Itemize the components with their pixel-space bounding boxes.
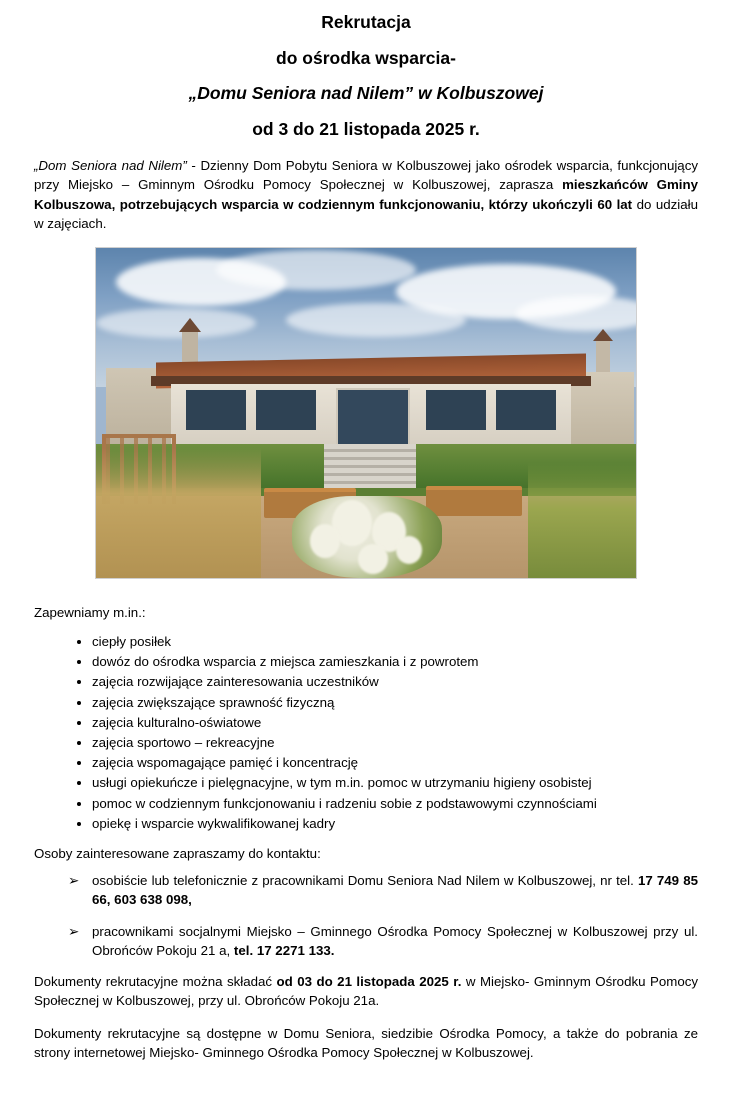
assure-lead: Zapewniamy m.in.: [34,605,146,621]
ornamental-grass-left [96,448,261,578]
intro-paragraph [34,156,698,233]
facade-window [426,390,486,430]
contact-item [68,871,699,910]
facade-window [186,390,246,430]
hydrangea-bloom [358,544,388,574]
intro-italic-name: „Dom Seniora nad Nilem” [34,158,187,173]
hydrangea-bloom [396,536,422,564]
list-item: • ciepły posiłek [92,632,698,652]
facade-window [256,390,316,430]
cloud-shape [216,250,416,290]
park-bench [426,486,522,516]
ornamental-grass-right [528,463,636,578]
para1-after: w Miejsko- Gminnym Ośrodku Pomocy Społecznej w Kolbuszowej, przy ul. Obrońców Pokoju 21a. [34,974,699,1009]
para1-before: Dokumenty rekrutacyjne można składać [34,974,277,990]
contact-item [68,922,698,961]
contact-phone: 17 749 85 66, 603 638 098, [92,873,699,908]
contact-phone: tel. 17 2271 133. [233,942,335,958]
intro-part2: do udziału w zajęciach. [34,196,698,231]
list-item: • dowóz do ośrodka wsparcia z miejsca zamieszkania i z powrotem [92,652,698,672]
hydrangea-bloom [310,524,340,558]
contact-lead: Osoby zainteresowane zapraszamy do kontaktu: [34,846,321,862]
para2-text: Dokumenty rekrutacyjne są dostępne w Domu Seniora, siedzibie Ośrodka Pomocy, a także do pobrania ze strony internetowej Miejsko- Gminnego Ośrodka Pomocy Społecznej w Kolbuszowej. [34,1025,698,1061]
cloud-shape [96,308,256,338]
contact-list [34,871,698,960]
facade-window [496,390,556,430]
list-item: • zajęcia sportowo – rekreacyjne [92,733,698,753]
list-item: • zajęcia rozwijające zainteresowania uczestników [92,672,698,692]
building-photo [95,247,637,579]
title-line-2: do ośrodka wsparcia- [276,47,456,68]
documents-paragraph-1 [34,972,698,1011]
photo-container [34,247,698,579]
list-item: • pomoc w codziennym funkcjonowaniu i radzeniu sobie z podstawowymi czynnościami [92,794,698,814]
cloud-shape [286,303,466,337]
title-line-3: „Domu Seniora nad Nilem” w Kolbuszowej [188,83,544,103]
list-item: • zajęcia zwiększające sprawność fizyczną [92,693,698,713]
arrow-bullet-icon: ➢ [68,873,80,889]
list-item: • usługi opiekuńcze i pielęgnacyjne, w tym m.in. pomoc w utrzymaniu higieny osobistej [92,773,698,793]
offer-list [34,632,698,834]
contact-text: osobiście lub telefonicznie z pracownikami Domu Seniora Nad Nilem w Kolbuszowej, nr tel. [92,873,638,889]
list-item: • zajęcia kulturalno-oświatowe [92,713,698,733]
para1-dates: od 03 do 21 listopada 2025 r. [276,974,462,990]
building-entrance [336,388,410,450]
contact-text: pracownikami socjalnymi Miejsko – Gminnego Ośrodka Pomocy Społecznej w Kolbuszowej przy ul. Obrońców Pokoju 21 a, [92,923,698,958]
list-item: • zajęcia wspomagające pamięć i koncentrację [92,753,698,773]
title-line-1: Rekrutacja [321,12,411,32]
intro-part1: - Dzienny Dom Pobytu Seniora w Kolbuszowej jako ośrodek wsparcia, funkcjonujący przy Miejsko – Gminnym Ośrodku Pomocy Społecznej w Kolbuszowej, zaprasza [34,158,698,193]
list-item: • opiekę i wsparcie wykwalifikowanej kadry [92,814,698,834]
document-title-block [34,14,698,138]
title-line-4: od 3 do 21 listopada 2025 r. [252,118,480,139]
church-tower-right [596,340,610,374]
intro-bold: mieszkańców Gminy Kolbuszowa, potrzebujących wsparcia w codziennym funkcjonowaniu, którzy ukończyli 60 lat [34,177,699,212]
arrow-bullet-icon: ➢ [68,923,80,939]
documents-paragraph-2 [34,1024,698,1063]
